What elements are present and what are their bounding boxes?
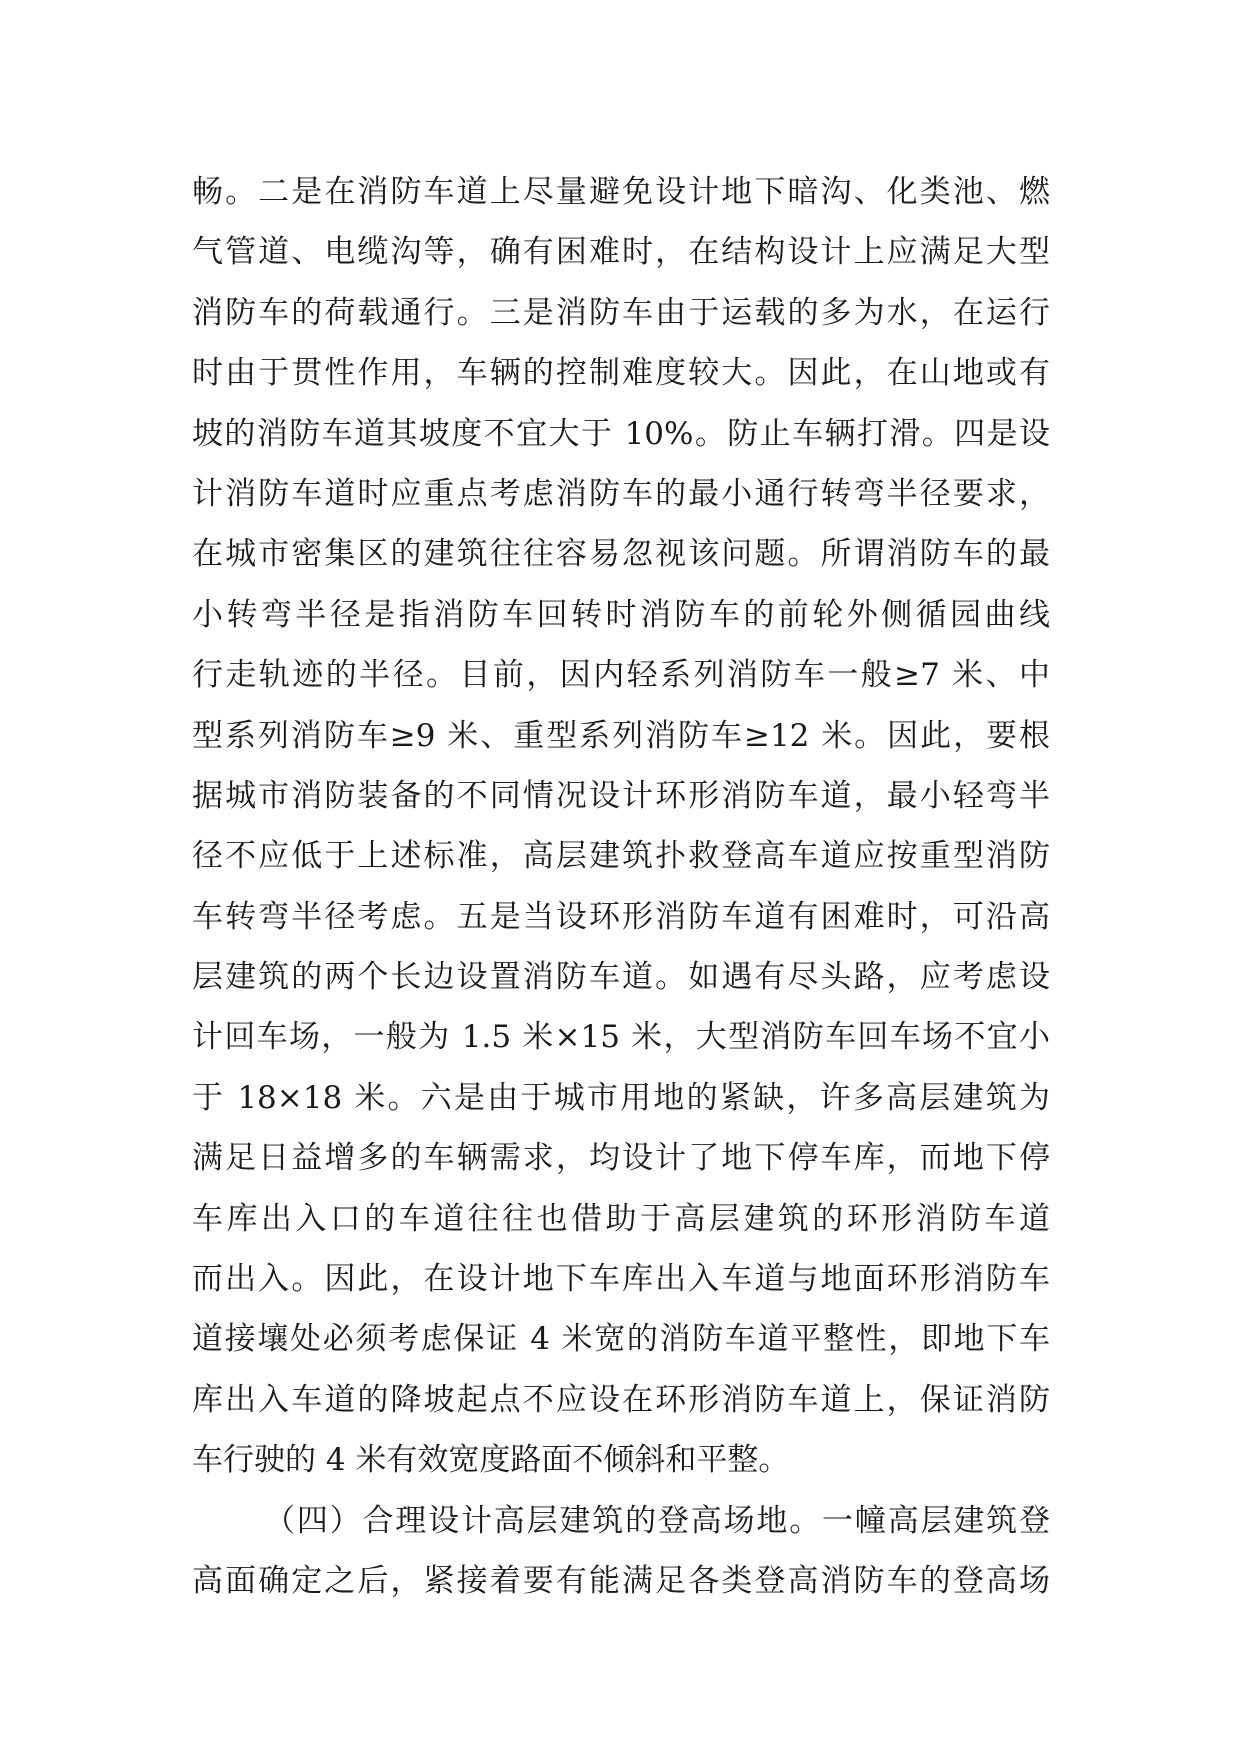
text-line: 库出入车道的降坡起点不应设在环形消防车道上，保证消防	[192, 1381, 1050, 1418]
text-line: 畅。二是在消防车道上尽量避免设计地下暗沟、化类池、燃	[192, 174, 1050, 210]
text-line: 型系列消防车≥9 米、重型系列消防车≥12 米。因此，要根	[192, 717, 1050, 754]
text-line: 计消防车道时应重点考虑消防车的最小通行转弯半径要求，	[192, 475, 1050, 512]
paragraph-end-line: 车行驶的 4 米有效宽度路面不倾斜和平整。	[192, 1442, 790, 1479]
text-line: 小转弯半径是指消防车回转时消防车的前轮外侧循园曲线	[192, 596, 1050, 633]
body-text	[192, 162, 1050, 1611]
text-line: 满足日益增多的车辆需求，均设计了地下停车库，而地下停	[192, 1140, 1050, 1177]
section-heading-line: （四）合理设计高层建筑的登高场地。一幢高层建筑登	[264, 1502, 1050, 1539]
text-line: 行走轨迹的半径。目前，因内轻系列消防车一般≥7 米、中	[192, 657, 1050, 694]
text-line: 气管道、电缆沟等，确有困难时，在结构设计上应满足大型	[192, 234, 1050, 271]
text-line: 计回车场，一般为 1.5 米×15 米，大型消防车回车场不宜小	[192, 1019, 1050, 1056]
text-line: 径不应低于上述标准，高层建筑扑救登高车道应按重型消防	[192, 838, 1050, 875]
text-line: 层建筑的两个长边设置消防车道。如遇有尽头路，应考虑设	[192, 959, 1050, 996]
text-line: 车库出入口的车道往往也借助于高层建筑的环形消防车道	[192, 1200, 1050, 1237]
text-line: 消防车的荷载通行。三是消防车由于运载的多为水，在运行	[192, 294, 1050, 331]
text-line: 于 18×18 米。六是由于城市用地的紧缺，许多高层建筑为	[192, 1079, 1050, 1116]
text-line: 据城市消防装备的不同情况设计环形消防车道，最小轻弯半	[192, 777, 1050, 814]
text-line: 道接壤处必须考虑保证 4 米宽的消防车道平整性，即地下车	[192, 1321, 1050, 1358]
text-line: 车转弯半径考虑。五是当设环形消防车道有困难时，可沿高	[192, 898, 1050, 935]
text-line: 高面确定之后，紧接着要有能满足各类登高消防车的登高场	[192, 1562, 1050, 1599]
text-line: 而出入。因此，在设计地下车库出入车道与地面环形消防车	[192, 1261, 1050, 1298]
text-line: 时由于贯性作用，车辆的控制难度较大。因此，在山地或有	[192, 355, 1050, 392]
text-line: 在城市密集区的建筑往往容易忽视该问题。所谓消防车的最	[192, 536, 1050, 573]
text-line: 坡的消防车道其坡度不宜大于 10%。防止车辆打滑。四是设	[192, 415, 1050, 452]
